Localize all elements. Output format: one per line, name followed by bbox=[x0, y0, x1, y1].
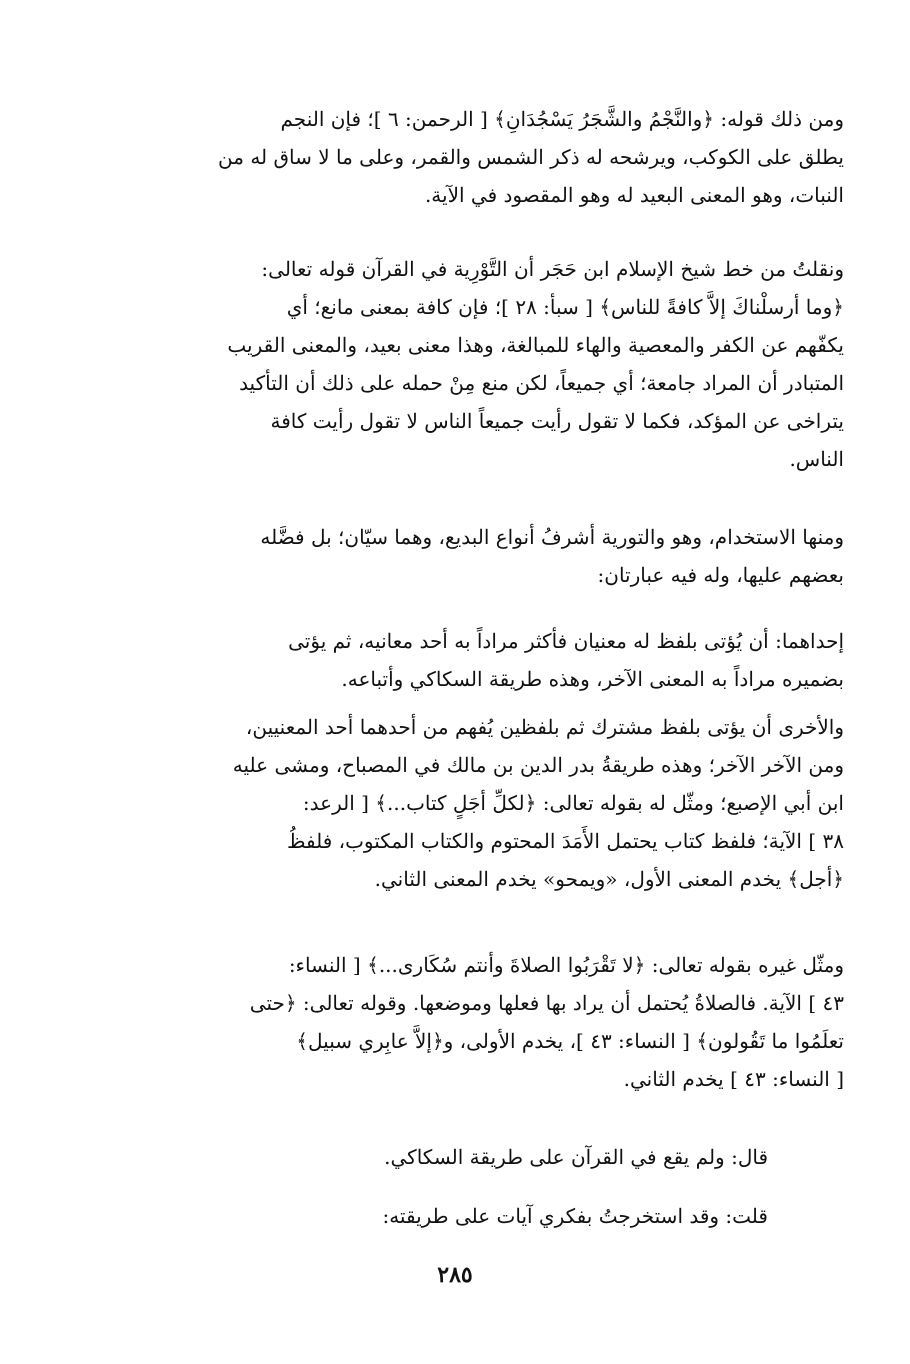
text-line: ٣٨ ] الآية؛ فلفظ كتاب يحتمل الأَمَدَ المحتوم والكتاب المكتوب، فلفظُ bbox=[286, 829, 844, 853]
text-line: ﴿وما أرسلْناكَ إلاَّ كافةً للناس﴾ [ سبأ: ٢٨ ]؛ فإن كافة بمعنى مانع؛ أي bbox=[286, 295, 844, 319]
paragraph-qala bbox=[118, 1138, 768, 1176]
paragraph-second-definition bbox=[118, 708, 844, 898]
text-line: يكفّهم عن الكفر والمعصية والهاء للمبالغة، وهذا معنى بعيد، والمعنى القريب bbox=[227, 333, 844, 357]
text-line: [ النساء: ٤٣ ] يخدم الثاني. bbox=[623, 1067, 844, 1091]
text-line: والأخرى أن يؤتى بلفظ مشترك ثم بلفظين يُفهم من أحدهما أحد المعنيين، bbox=[245, 715, 844, 739]
paragraph-istikhdam-intro bbox=[118, 518, 844, 594]
text-line: ابن أبي الإصبع؛ ومثّل له بقوله تعالى: ﴿لكلِّ أجَلٍ كتاب...﴾ [ الرعد: bbox=[302, 791, 844, 815]
text-line: ومثّل غيره بقوله تعالى: ﴿لا تَقْرَبُوا الصلاةَ وأنتم سُكَارى...﴾ [ النساء: bbox=[288, 953, 844, 977]
text-line: ٤٣ ] الآية. فالصلاةُ يُحتمل أن يراد بها فعلها وموضعها. وقوله تعالى: ﴿حتى bbox=[249, 991, 844, 1015]
text-line: ومنها الاستخدام، وهو والتورية أشرفُ أنواع البديع، وهما سيّان؛ بل فضَّله bbox=[260, 525, 844, 549]
text-line: بضميره مراداً به المعنى الآخر، وهذه طريقة السكاكي وأتباعه. bbox=[341, 667, 844, 691]
paragraph-salat-example bbox=[118, 946, 844, 1098]
paragraph-qultu bbox=[118, 1197, 768, 1235]
text-line: الناس. bbox=[789, 447, 844, 471]
text-line: ومن ذلك قوله: ﴿والنَّجْمُ والشَّجَرُ يَسْجُدَانِ﴾ [ الرحمن: ٦ ]؛ فإن النجم bbox=[280, 107, 844, 131]
page-number: ٢٨٥ bbox=[437, 1262, 473, 1288]
text-line: قلت: وقد استخرجتُ بفكري آيات على طريقته: bbox=[382, 1204, 768, 1228]
text-line: ومن الآخر الآخر؛ وهذه طريقةُ بدر الدين بن مالك في المصباح، ومشى عليه bbox=[232, 753, 844, 777]
paragraph-najm-example bbox=[118, 100, 844, 214]
paragraph-ibn-hajar-tawriya bbox=[118, 250, 844, 478]
text-line: تعلَمُوا ما تَقُولون﴾ [ النساء: ٤٣ ]، يخدم الأولى، و﴿إلاَّ عابِري سبيل﴾ bbox=[296, 1029, 844, 1053]
text-line: بعضهم عليها، وله فيه عبارتان: bbox=[597, 563, 844, 587]
text-line: يتراخى عن المؤكد، فكما لا تقول رأيت جميعاً الناس لا تقول رأيت كافة bbox=[270, 409, 844, 433]
text-line: ﴿أجل﴾ يخدم المعنى الأول، «ويمحو» يخدم المعنى الثاني. bbox=[374, 867, 844, 891]
paragraph-first-definition bbox=[118, 622, 844, 698]
text-line: قال: ولم يقع في القرآن على طريقة السكاكي. bbox=[384, 1145, 768, 1169]
text-line: يطلق على الكوكب، ويرشحه له ذكر الشمس والقمر، وعلى ما لا ساق له من bbox=[218, 145, 844, 169]
text-line: إحداهما: أن يُؤتى بلفظ له معنيان فأكثر مراداً به أحد معانيه، ثم يؤتى bbox=[288, 629, 844, 653]
text-line: النبات، وهو المعنى البعيد له وهو المقصود في الآية. bbox=[424, 183, 844, 207]
text-line: ونقلتُ من خط شيخ الإسلام ابن حَجَر أن التَّوْرِية في القرآن قوله تعالى: bbox=[261, 257, 844, 281]
text-line: المتبادر أن المراد جامعة؛ أي جميعاً، لكن منع مِنْ حمله على ذلك أن التأكيد bbox=[239, 371, 844, 395]
